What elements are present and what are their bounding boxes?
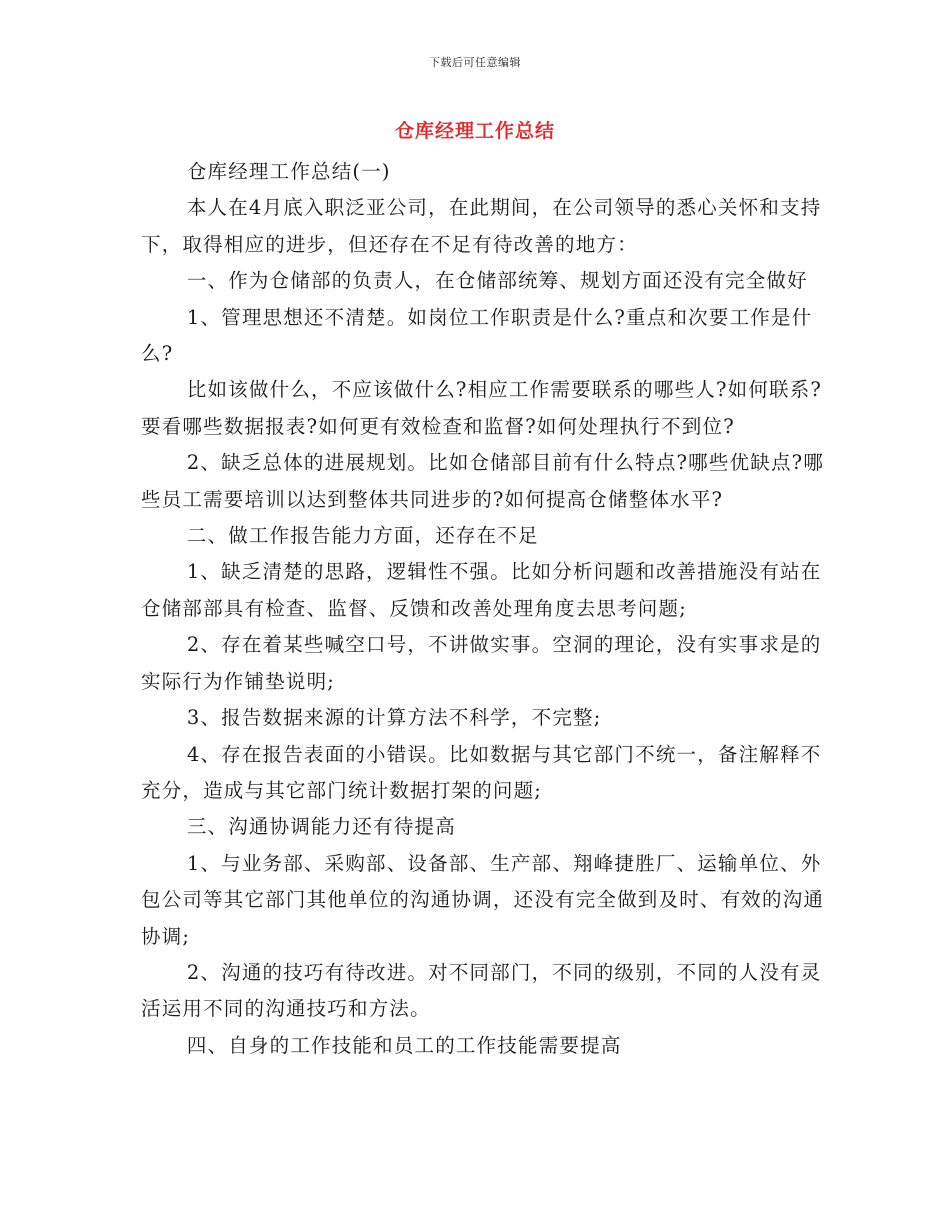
paragraph: 2、沟通的技巧有待改进。对不同部门，不同的级别，不同的人没有灵活运用不同的沟通技巧和方法。 [141,960,822,1021]
section-heading: 四、自身的工作技能和员工的工作技能需要提高 [186,1033,622,1057]
paragraph: 3、报告数据来源的计算方法不科学，不完整; [186,706,602,730]
paragraph: 1、缺乏清楚的思路，逻辑性不强。比如分析问题和改善措施没有站在仓储部部具有检查、监督、反馈和改善处理角度去思考问题; [141,560,822,620]
section-heading: 二、做工作报告能力方面，还存在不足 [186,524,539,548]
paragraph: 4、存在报告表面的小错误。比如数据与其它部门不统一，备注解释不充分，造成与其它部门统计数据打架的问题; [141,742,822,802]
paragraph: 1、管理思想还不清楚。如岗位工作职责是什么?重点和次要工作是什么? [141,305,813,366]
paragraph: 本人在4月底入职泛亚公司，在此期间，在公司领导的悉心关怀和支持下，取得相应的进步，但还存在不足有待改善的地方： [141,196,822,256]
header-note: 下载后可任意编辑 [429,56,521,69]
section-heading: 三、沟通协调能力还有待提高 [186,815,456,839]
section-heading: 一、作为仓储部的负责人，在仓储部统筹、规划方面还没有完全做好 [186,269,808,293]
document-body [141,154,831,1064]
paragraph-subtitle: 仓库经理工作总结(一) [186,160,391,183]
paragraph: 2、存在着某些喊空口号，不讲做实事。空洞的理论，没有实事求是的实际行为作铺垫说明; [141,633,822,693]
paragraph: 比如该做什么，不应该做什么?相应工作需要联系的哪些人?如何联系?要看哪些数据报表?如何更有效检查和监督?如何处理执行不到位? [141,378,823,438]
document-title: 仓库经理工作总结 [394,120,555,142]
paragraph: 1、与业务部、采购部、设备部、生产部、翔峰捷胜厂、运输单位、外包公司等其它部门其他单位的沟通协调，还没有完全做到及时、有效的沟通协调; [141,851,825,948]
paragraph: 2、缺乏总体的进展规划。比如仓储部目前有什么特点?哪些优缺点?哪些员工需要培训以达到整体共同进步的?如何提高仓储整体水平? [141,451,825,511]
